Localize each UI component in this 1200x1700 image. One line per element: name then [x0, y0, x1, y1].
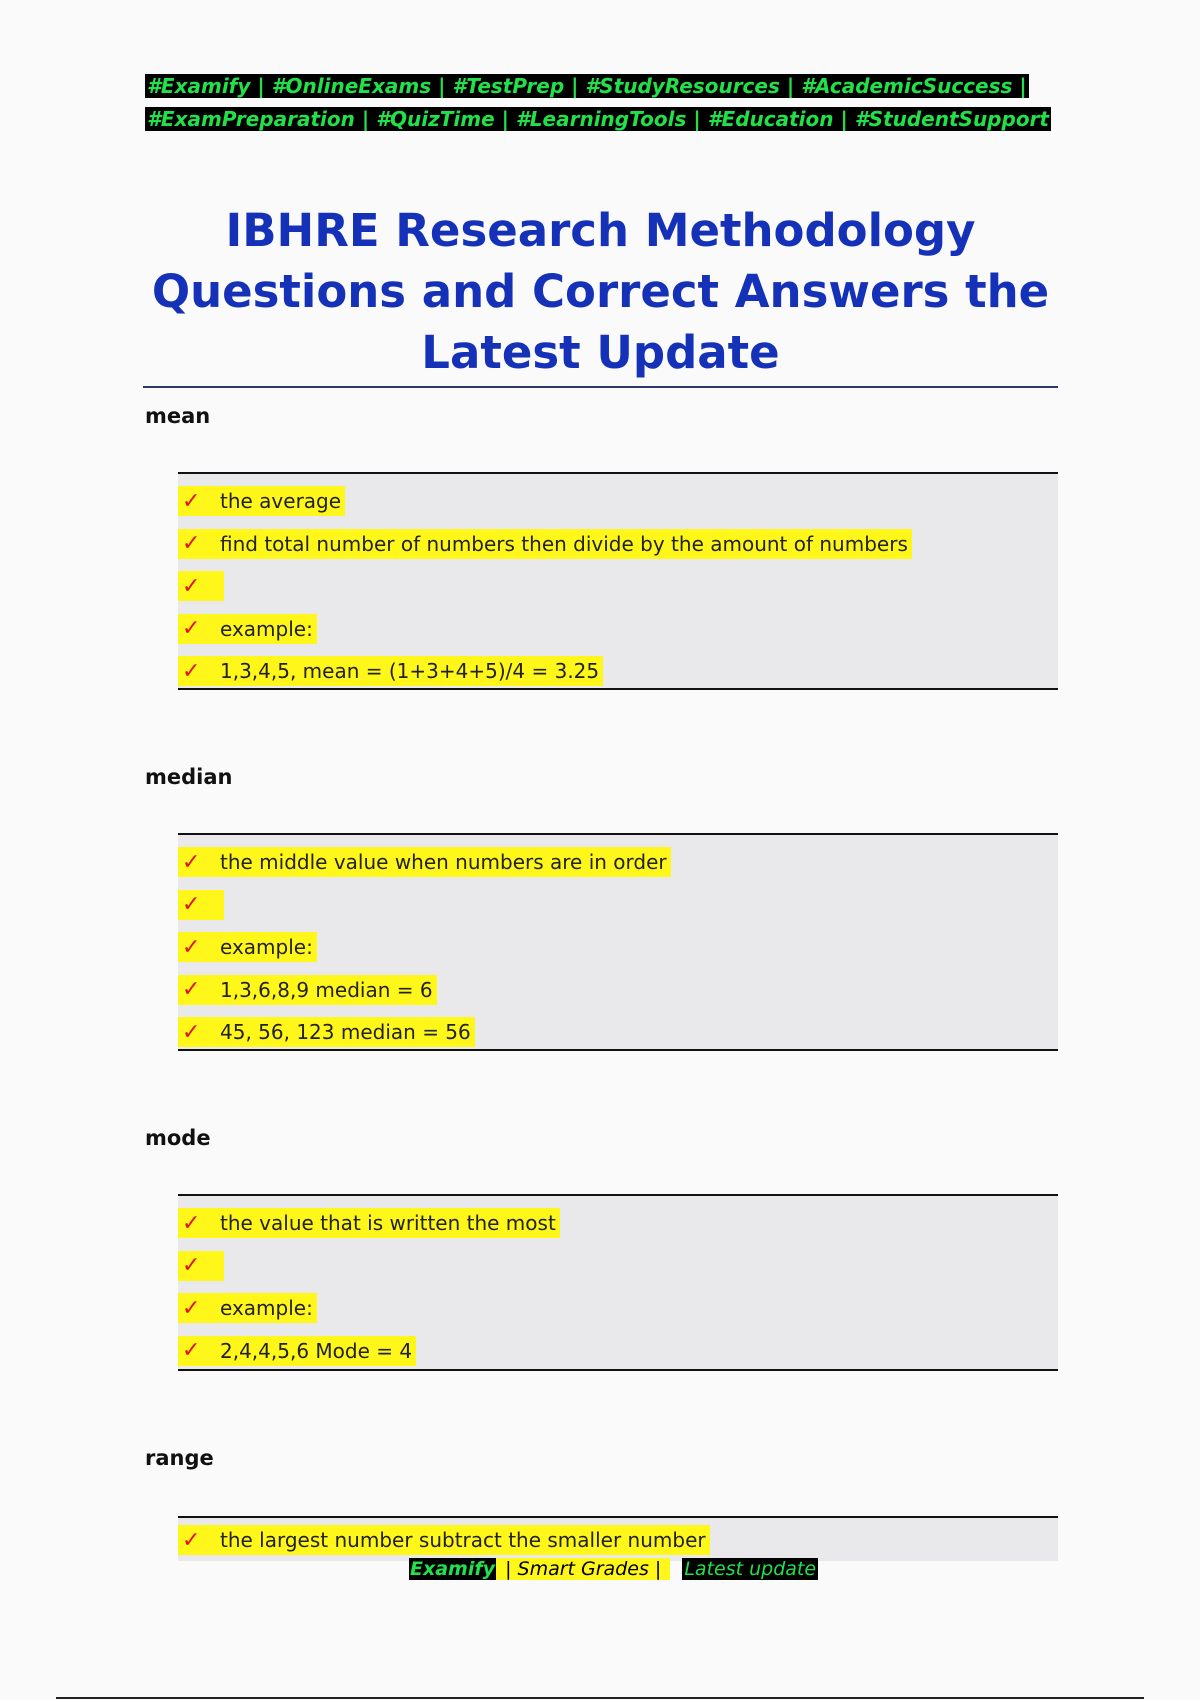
- answer-box-range: [178, 1516, 1058, 1561]
- answer-box-mode: [178, 1194, 1058, 1371]
- document-title: IBHRE Research Methodology Questions and Correct Answers the Latest Update: [151, 204, 1050, 379]
- term-range: range: [145, 1446, 214, 1470]
- check-icon: ✓: [182, 573, 201, 599]
- term-mode: mode: [145, 1126, 211, 1150]
- term-mean: mean: [145, 404, 211, 428]
- check-icon: ✓: [182, 1253, 201, 1279]
- check-icon: ✓: [182, 934, 201, 960]
- answer-item: ✓ the value that is written the most: [178, 1202, 1058, 1245]
- answer-box-median: [178, 833, 1058, 1051]
- answer-item: ✓ the largest number subtract the smaller number: [178, 1519, 1058, 1562]
- footer-brand: Examify: [410, 1558, 496, 1580]
- check-icon: ✓: [182, 1338, 201, 1364]
- check-icon: ✓: [182, 531, 201, 557]
- title-divider: [143, 386, 1058, 388]
- answer-item: ✓ the middle value when numbers are in order: [178, 841, 1058, 884]
- check-icon: ✓: [182, 1210, 201, 1236]
- check-icon: ✓: [182, 1295, 201, 1321]
- answer-item: [178, 1245, 1058, 1288]
- check-icon: ✓: [182, 1527, 201, 1553]
- header-tags-line-2: #ExamPreparation | #QuizTime | #LearningTools | #Education | #StudentSupport: [147, 107, 1049, 131]
- check-icon: ✓: [182, 892, 201, 918]
- answer-item: ✓ example:: [178, 608, 1058, 651]
- bottom-divider: [56, 1697, 1144, 1699]
- answer-item: ✓ 45, 56, 123 median = 56: [178, 1011, 1058, 1054]
- check-icon: ✓: [182, 488, 201, 514]
- header-tags: [145, 70, 1055, 136]
- check-icon: ✓: [182, 977, 201, 1003]
- answer-item: [178, 565, 1058, 608]
- answer-item: ✓ example:: [178, 1287, 1058, 1330]
- answer-item: ✓ 1,3,6,8,9 median = 6: [178, 969, 1058, 1012]
- answer-item: ✓ the average: [178, 480, 1058, 523]
- check-icon: ✓: [182, 849, 201, 875]
- footer-tagline: | Smart Grades |: [496, 1558, 670, 1580]
- check-icon: ✓: [182, 658, 201, 684]
- footer-latest-update: Latest update: [684, 1558, 817, 1580]
- check-icon: ✓: [182, 616, 201, 642]
- header-tags-line-1: #Examify | #OnlineExams | #TestPrep | #StudyResources | #AcademicSuccess |: [147, 74, 1027, 98]
- check-icon: ✓: [182, 1019, 201, 1045]
- answer-item: ✓ 1,3,4,5, mean = (1+3+4+5)/4 = 3.25: [178, 650, 1058, 693]
- answer-item: ✓ example:: [178, 926, 1058, 969]
- answer-item: ✓ find total number of numbers then divide by the amount of numbers: [178, 523, 1058, 566]
- footer-brand-line: [409, 1557, 818, 1581]
- answer-box-mean: [178, 472, 1058, 690]
- answer-item: ✓ 2,4,4,5,6 Mode = 4: [178, 1330, 1058, 1373]
- term-median: median: [145, 765, 233, 789]
- answer-item: [178, 884, 1058, 927]
